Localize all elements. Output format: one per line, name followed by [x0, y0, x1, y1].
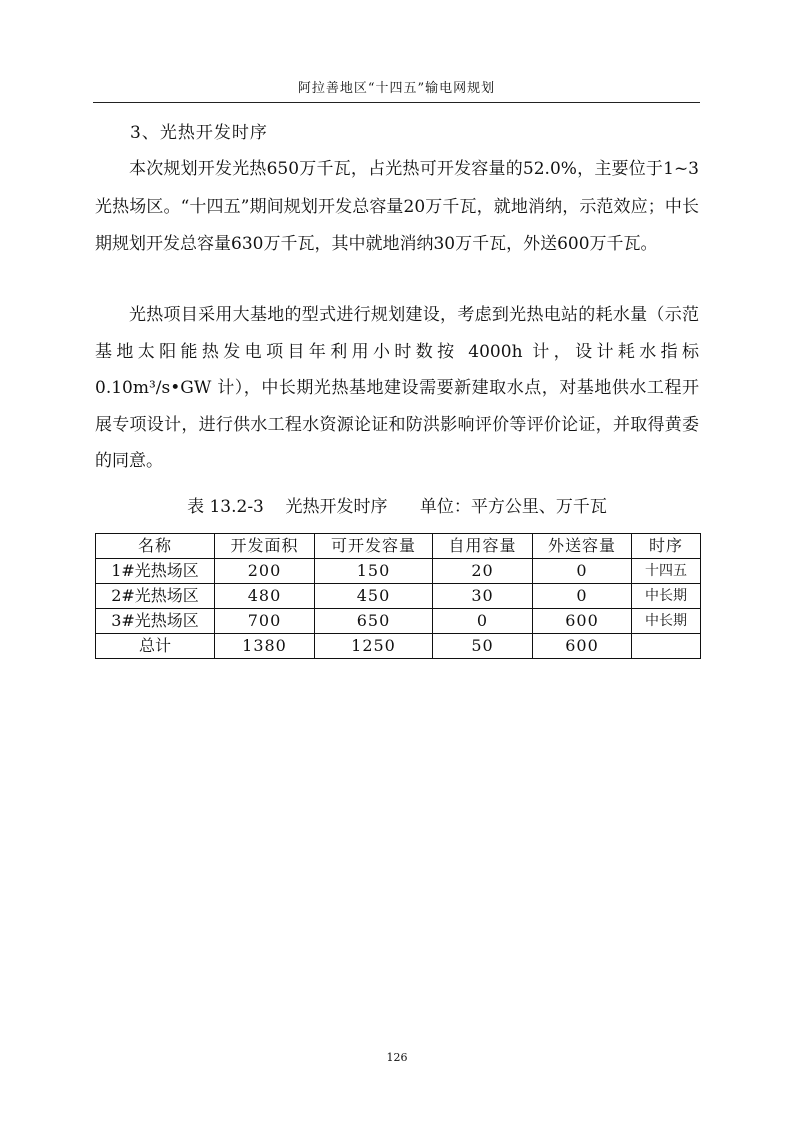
- page-header: 阿拉善地区“十四五”输电网规划: [297, 81, 496, 96]
- header-developable-capacity: 可开发容量: [315, 534, 433, 559]
- cell-export-capacity: 0: [533, 584, 632, 609]
- cell-export-capacity: 600: [533, 609, 632, 634]
- cell-name: 3#光热场区: [96, 609, 215, 634]
- cell-area: 700: [215, 609, 315, 634]
- cell-export-capacity: 0: [533, 559, 632, 584]
- header-self-use-capacity: 自用容量: [433, 534, 533, 559]
- cell-self-use-capacity: 0: [433, 609, 533, 634]
- cell-developable-capacity: 1250: [315, 634, 433, 659]
- header-name: 名称: [96, 534, 215, 559]
- cell-developable-capacity: 450: [315, 584, 433, 609]
- header-phase: 时序: [632, 534, 701, 559]
- cell-phase: [632, 634, 701, 659]
- table-total-row: [96, 634, 701, 659]
- cell-self-use-capacity: 20: [433, 559, 533, 584]
- cell-developable-capacity: 150: [315, 559, 433, 584]
- header-export-capacity: 外送容量: [533, 534, 632, 559]
- table-header-row: [96, 534, 701, 559]
- cell-area: 200: [215, 559, 315, 584]
- paragraph-development-plan: 本次规划开发光热650万千瓦，占光热可开发容量的52.0%，主要位于1~3光热场区。“十四五”期间规划开发总容量20万千瓦，就地消纳，示范效应；中长期规划开发总容量630万千瓦，其中就地消纳30万千瓦，外送600万千瓦。: [95, 159, 699, 254]
- cell-phase: 中长期: [632, 609, 701, 634]
- table-row: [96, 609, 701, 634]
- cell-area: 480: [215, 584, 315, 609]
- table-row: [96, 584, 701, 609]
- solar-thermal-development-table: [95, 533, 701, 659]
- cell-export-capacity: 600: [533, 634, 632, 659]
- cell-name: 1#光热场区: [96, 559, 215, 584]
- page-number: 126: [386, 1051, 408, 1064]
- cell-phase: 中长期: [632, 584, 701, 609]
- table-row: [96, 559, 701, 584]
- paragraph-water-supply: 光热项目采用大基地的型式进行规划建设，考虑到光热电站的耗水量（示范基地太阳能热发电项目年利用小时数按 4000h 计，设计耗水指标0.10m³/s•GW 计），中长期光热基地建设需要新建取水点，对基地供水工程开展专项设计，进行供水工程水资源论证和防洪影响评价等评价论证，并取得黄委的同意。: [95, 305, 699, 471]
- header-area: 开发面积: [215, 534, 315, 559]
- section-heading: 3、光热开发时序: [130, 123, 268, 143]
- cell-area: 1380: [215, 634, 315, 659]
- cell-name: 总计: [96, 634, 215, 659]
- cell-self-use-capacity: 50: [433, 634, 533, 659]
- cell-self-use-capacity: 30: [433, 584, 533, 609]
- header-divider: [93, 102, 700, 103]
- cell-phase: 十四五: [632, 559, 701, 584]
- cell-developable-capacity: 650: [315, 609, 433, 634]
- table-caption: 表 13.2-3 光热开发时序 单位：平方公里、万千瓦: [187, 497, 607, 517]
- cell-name: 2#光热场区: [96, 584, 215, 609]
